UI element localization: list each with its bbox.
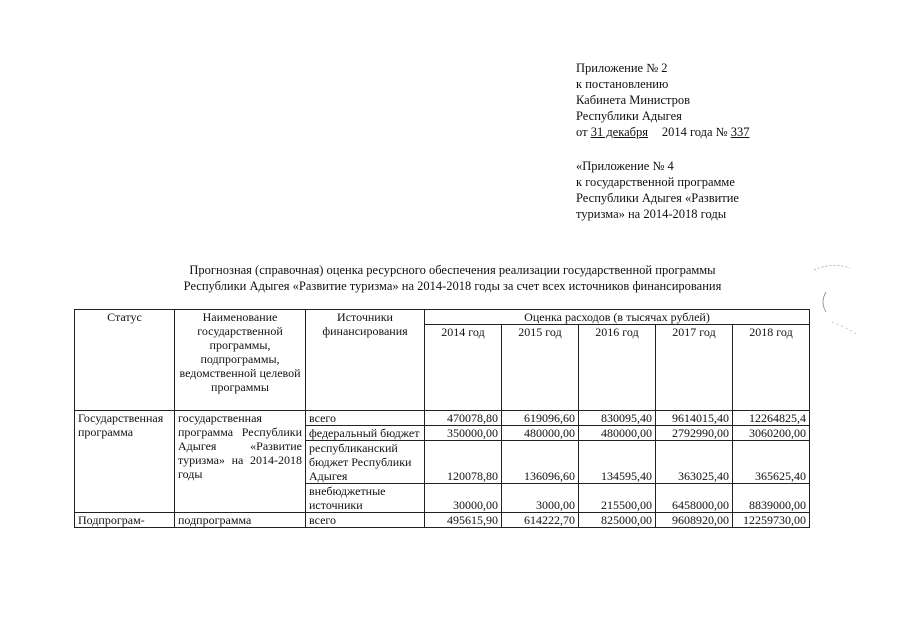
appendix-line-2: к постановлению (576, 77, 669, 91)
state-program-name: государственная программа Республики Адыгея «Развитие туризма» на 2014-2018 годы (175, 411, 306, 513)
header-status: Статус (75, 310, 175, 411)
funding-table (74, 309, 810, 528)
value-cell: 619096,60 (502, 411, 579, 426)
source-cell: всего (306, 411, 425, 426)
decree-number: 337 (730, 125, 750, 139)
value-cell: 6458000,00 (656, 484, 733, 513)
subprogram-status: Подпрограм- (75, 513, 175, 528)
source-cell: внебюджетные источники (306, 484, 425, 513)
source-cell: республиканский бюджет Республики Адыгея (306, 441, 425, 484)
appendix-4-line-2: к государственной программе (576, 175, 735, 189)
appendix-4-header (576, 158, 739, 222)
value-cell: 365625,40 (733, 441, 810, 484)
value-cell: 830095,40 (579, 411, 656, 426)
value-cell: 12264825,4 (733, 411, 810, 426)
header-year-2018: 2018 год (733, 325, 810, 411)
value-cell: 350000,00 (425, 426, 502, 441)
appendix-header (576, 60, 777, 140)
header-program-name: Наименование государственной программы, подпрограммы, ведомственной целевой программы (175, 310, 306, 411)
date-suffix: 2014 года № (661, 125, 728, 139)
value-cell: 136096,60 (502, 441, 579, 484)
value-cell: 480000,00 (579, 426, 656, 441)
value-cell: 134595,40 (579, 441, 656, 484)
value-cell: 614222,70 (502, 513, 579, 528)
header-estimate: Оценка расходов (в тысячах рублей) (425, 310, 810, 325)
state-program-status: Государственная программа (75, 411, 175, 513)
appendix-4-line-4: туризма» на 2014-2018 годы (576, 207, 727, 221)
value-cell: 30000,00 (425, 484, 502, 513)
title-line-1: Прогнозная (справочная) оценка ресурсного обеспечения реализации государственной программы (189, 263, 716, 277)
margin-scribble-mark (812, 262, 862, 342)
value-cell: 3060200,00 (733, 426, 810, 441)
value-cell: 8839000,00 (733, 484, 810, 513)
date-value: 31 декабря (590, 125, 649, 139)
appendix-date-line (576, 124, 777, 140)
value-cell: 3000,00 (502, 484, 579, 513)
value-cell: 2792990,00 (656, 426, 733, 441)
value-cell: 120078,80 (425, 441, 502, 484)
appendix-line-4: Республики Адыгея (576, 109, 682, 123)
header-year-2015: 2015 год (502, 325, 579, 411)
appendix-line-3: Кабинета Министров (576, 93, 691, 107)
header-year-2014: 2014 год (425, 325, 502, 411)
source-cell: всего (306, 513, 425, 528)
value-cell: 12259730,00 (733, 513, 810, 528)
value-cell: 9614015,40 (656, 411, 733, 426)
source-cell: федеральный бюджет (306, 426, 425, 441)
value-cell: 825000,00 (579, 513, 656, 528)
value-cell: 480000,00 (502, 426, 579, 441)
appendix-line-1: Приложение № 2 (576, 61, 668, 75)
value-cell: 495615,90 (425, 513, 502, 528)
appendix-4-line-3: Республики Адыгея «Развитие (576, 191, 739, 205)
table-row (75, 411, 810, 426)
value-cell: 215500,00 (579, 484, 656, 513)
table-row (75, 513, 810, 528)
document-title (0, 262, 905, 294)
value-cell: 363025,40 (656, 441, 733, 484)
value-cell: 470078,80 (425, 411, 502, 426)
title-line-2: Республики Адыгея «Развитие туризма» на 2014-2018 годы за счет всех источников финансирования (183, 279, 722, 293)
appendix-4-line-1: «Приложение № 4 (576, 159, 674, 173)
value-cell: 9608920,00 (656, 513, 733, 528)
header-sources: Источники финансирования (306, 310, 425, 411)
header-year-2016: 2016 год (579, 325, 656, 411)
subprogram-name: подпрограмма (175, 513, 306, 528)
header-year-2017: 2017 год (656, 325, 733, 411)
date-prefix: от (576, 125, 588, 139)
header-row-1 (75, 310, 810, 325)
